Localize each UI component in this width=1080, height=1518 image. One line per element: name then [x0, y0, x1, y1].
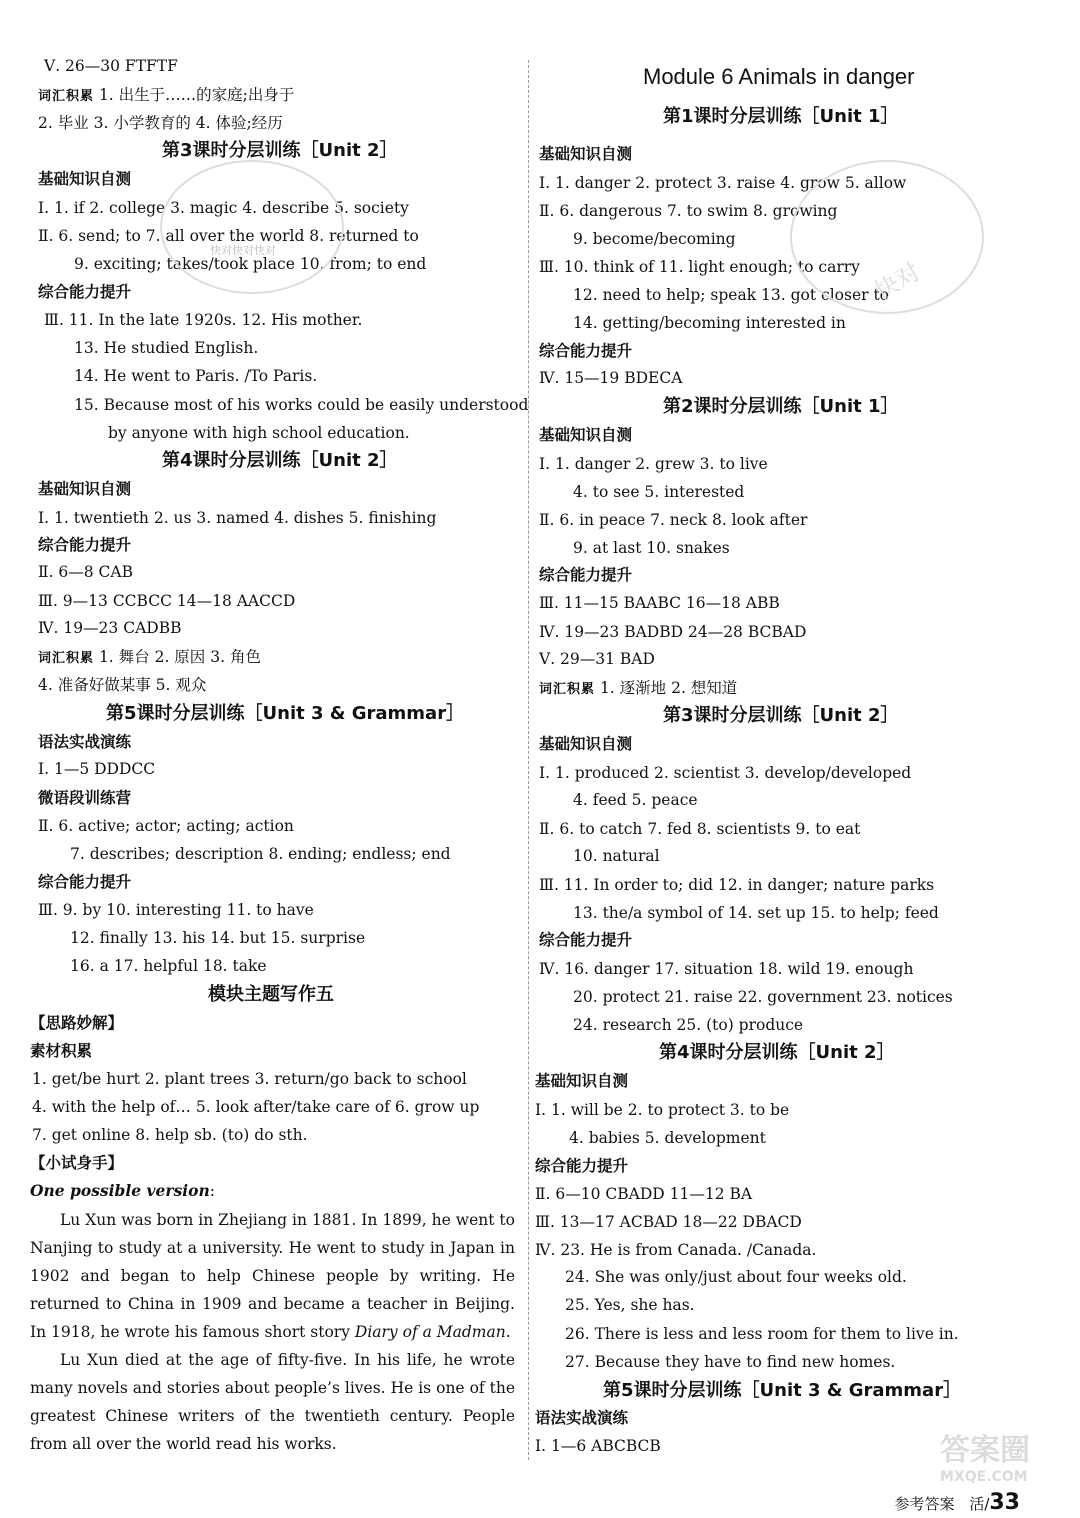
answer-line: Ⅱ. 6—10 CBADD 11—12 BA — [535, 1185, 753, 1203]
subsection-label: 基础知识自测 — [38, 480, 132, 498]
section-heading: 第4课时分层训练［Unit 2］ — [659, 1042, 895, 1063]
answer-line: Ⅲ. 9—13 CCBCC 14—18 AACCD — [38, 592, 296, 610]
logo-text: 答案圈 — [940, 1433, 1030, 1468]
answer-line: 1. get/be hurt 2. plant trees 3. return/go back to school — [32, 1070, 467, 1088]
answer-line: Ⅴ. 26—30 FTFTF — [44, 57, 178, 75]
answer-line: 15. Because most of his works could be easily understood — [74, 396, 529, 414]
answer-line: 9. become/becoming — [573, 230, 736, 248]
answer-line: 4. 准备好做某事 5. 观众 — [38, 676, 207, 694]
answer-line: 25. Yes, she has. — [565, 1296, 695, 1314]
page-footer — [895, 1490, 1020, 1515]
footer-prefix: 活/ — [969, 1495, 990, 1513]
answer-line: 7. get online 8. help sb. (to) do sth. — [32, 1126, 308, 1144]
answer-line: 10. natural — [573, 847, 660, 865]
answer-line: 26. There is less and less room for them to live in. — [565, 1325, 959, 1343]
answer-line: 12. need to help; speak 13. got closer to — [573, 286, 890, 304]
section-heading: 第1课时分层训练［Unit 1］ — [663, 106, 899, 127]
version-title: One possible version — [30, 1181, 210, 1200]
answer-line: Ⅲ. 11. In the late 1920s. 12. His mother. — [44, 311, 363, 329]
answer-line: Ⅰ. 1. if 2. college 3. magic 4. describe 5. society — [38, 199, 409, 217]
answer-line: Ⅰ. 1. twentieth 2. us 3. named 4. dishes 5. finishing — [38, 509, 437, 527]
answer-line: Ⅱ. 6. active; actor; acting; action — [38, 817, 294, 835]
answer-text: 1. 舞台 2. 原因 3. 角色 — [94, 648, 261, 666]
answer-line: by anyone with high school education. — [108, 424, 410, 442]
answer-text: 1. 出生于……的家庭;出身于 — [94, 86, 295, 104]
answer-line: Ⅱ. 6. to catch 7. fed 8. scientists 9. to eat — [539, 820, 861, 838]
subsection-label: 基础知识自测 — [535, 1072, 629, 1090]
answer-line: Ⅳ. 19—23 BADBD 24—28 BCBAD — [539, 623, 807, 641]
answer-line: Ⅰ. 1—5 DDDCC — [38, 760, 156, 778]
vocab-line — [539, 677, 737, 701]
subsection-label: 综合能力提升 — [535, 1157, 629, 1175]
subsection-label: 基础知识自测 — [539, 145, 633, 163]
answer-line: Ⅳ. 15—19 BDECA — [539, 369, 683, 387]
answer-line: 4. feed 5. peace — [573, 791, 698, 809]
subsection-label: 【思路妙解】 — [30, 1014, 124, 1032]
vocab-line — [38, 646, 261, 670]
watermark-stamp-right — [790, 160, 984, 314]
version-label — [30, 1180, 215, 1202]
subsection-label: 微语段训练营 — [38, 789, 132, 807]
answer-line: 20. protect 21. raise 22. government 23. notices — [573, 988, 953, 1006]
subsection-label: 基础知识自测 — [38, 170, 132, 188]
answer-line: 4. to see 5. interested — [573, 483, 745, 501]
subsection-label: 语法实战演练 — [535, 1409, 629, 1427]
answer-line: 13. He studied English. — [74, 339, 259, 357]
section-heading: 第4课时分层训练［Unit 2］ — [162, 450, 398, 471]
section-heading: 第2课时分层训练［Unit 1］ — [663, 396, 899, 417]
answer-line: Ⅲ. 13—17 ACBAD 18—22 DBACD — [535, 1213, 802, 1231]
logo-url: MXQE.COM — [940, 1469, 1028, 1485]
vocab-tag: 词汇积累 — [38, 89, 95, 104]
paragraph-text: Lu Xun died at the age of fifty-five. In his life, he wrote many novels and stories about people’s lives. He is one of the greatest Chinese writers of the twentieth century. People from all over the world read his works. — [30, 1351, 515, 1453]
answer-line: Ⅲ. 10. think of 11. light enough; to carry — [539, 258, 860, 276]
answer-line: Ⅰ. 1. danger 2. protect 3. raise 4. grow 5. allow — [539, 174, 907, 192]
subsection-label: 语法实战演练 — [38, 733, 132, 751]
section-heading: 第5课时分层训练［Unit 3 & Grammar］ — [603, 1380, 962, 1401]
site-logo — [940, 1425, 1060, 1495]
subsection-label: 综合能力提升 — [539, 342, 633, 360]
subsection-label: 综合能力提升 — [539, 566, 633, 584]
answer-line: 24. research 25. (to) produce — [573, 1016, 804, 1034]
answer-line: Ⅱ. 6. in peace 7. neck 8. look after — [539, 511, 808, 529]
answer-line: Ⅰ. 1. produced 2. scientist 3. develop/developed — [539, 764, 912, 782]
answer-line: Ⅱ. 6—8 CAB — [38, 563, 133, 581]
footer-label: 参考答案 — [894, 1495, 955, 1513]
answer-line: Ⅰ. 1. danger 2. grew 3. to live — [539, 455, 768, 473]
section-heading: 第5课时分层训练［Unit 3 & Grammar］ — [106, 703, 465, 724]
subsection-label: 综合能力提升 — [38, 536, 132, 554]
answer-line: Ⅱ. 6. send; to 7. all over the world 8. returned to — [38, 227, 419, 245]
subsection-label: 综合能力提升 — [38, 873, 132, 891]
answer-line: 27. Because they have to find new homes. — [565, 1353, 896, 1371]
answer-line: 4. with the help of… 5. look after/take care of 6. grow up — [32, 1098, 480, 1116]
answer-line: Ⅳ. 16. danger 17. situation 18. wild 19. enough — [539, 960, 914, 978]
subsection-label: 【小试身手】 — [30, 1154, 124, 1172]
answer-line: 7. describes; description 8. ending; endless; end — [70, 845, 451, 863]
answer-line: 14. getting/becoming interested in — [573, 314, 846, 332]
subsection-label: 素材积累 — [30, 1042, 93, 1060]
module-title: Module 6 Animals in danger — [643, 64, 915, 89]
paragraph-text: Lu Xun was born in Zhejiang in 1881. In 1899, he went to Nanjing to study at a university. He went to study in Japan in 1902 and began to help Chinese people by writing. He returned to China in 1909 and became a teacher in Beijing. In 1918, he wrote his famous short story — [30, 1211, 515, 1341]
answer-line: 2. 毕业 3. 小学教育的 4. 体验;经历 — [38, 114, 283, 132]
subsection-label: 基础知识自测 — [539, 735, 633, 753]
answer-line: Ⅱ. 6. dangerous 7. to swim 8. growing — [539, 202, 838, 220]
vocab-tag: 词汇积累 — [539, 682, 596, 697]
answer-line: 24. She was only/just about four weeks old. — [565, 1268, 907, 1286]
answer-line: Ⅰ. 1. will be 2. to protect 3. to be — [535, 1101, 790, 1119]
vocab-line — [38, 84, 294, 108]
answer-line: 9. at last 10. snakes — [573, 539, 730, 557]
answer-line: Ⅴ. 29—31 BAD — [539, 650, 655, 668]
essay-paragraph — [30, 1206, 515, 1346]
answer-text: 1. 逐渐地 2. 想知道 — [595, 679, 738, 697]
answer-line: 13. the/a symbol of 14. set up 15. to help; feed — [573, 904, 939, 922]
answer-line: 9. exciting; takes/took place 10. from; to end — [74, 255, 427, 273]
watermark-stamp-left — [160, 160, 344, 294]
column-divider — [528, 60, 529, 1460]
section-heading: 第3课时分层训练［Unit 2］ — [663, 705, 899, 726]
answer-line: 12. finally 13. his 14. but 15. surprise — [70, 929, 366, 947]
answer-line: 14. He went to Paris. /To Paris. — [74, 367, 318, 385]
subsection-label: 基础知识自测 — [539, 426, 633, 444]
answer-line: 16. a 17. helpful 18. take — [70, 957, 267, 975]
essay-paragraph — [30, 1346, 515, 1458]
answer-line: 4. babies 5. development — [569, 1129, 766, 1147]
answer-line: Ⅰ. 1—6 ABCBCB — [535, 1437, 661, 1455]
answer-line: Ⅲ. 11. In order to; did 12. in danger; nature parks — [539, 876, 935, 894]
vocab-tag: 词汇积累 — [38, 651, 95, 666]
story-title: Diary of a Madman — [354, 1323, 506, 1341]
answer-line: Ⅳ. 23. He is from Canada. /Canada. — [535, 1241, 817, 1259]
colon: : — [209, 1182, 216, 1200]
page-number: 33 — [989, 1490, 1020, 1515]
subsection-label: 综合能力提升 — [539, 931, 633, 949]
answer-line: Ⅲ. 11—15 BAABC 16—18 ABB — [539, 594, 780, 612]
section-heading: 第3课时分层训练［Unit 2］ — [162, 140, 398, 161]
watermark-text: 快对快对快对 — [210, 244, 276, 257]
section-heading: 模块主题写作五 — [208, 984, 334, 1005]
answer-line: Ⅲ. 9. by 10. interesting 11. to have — [38, 901, 314, 919]
watermark-text: 快对 — [869, 257, 926, 306]
answer-line: Ⅳ. 19—23 CADBB — [38, 619, 182, 637]
subsection-label: 综合能力提升 — [38, 283, 132, 301]
paragraph-tail: . — [505, 1323, 511, 1341]
